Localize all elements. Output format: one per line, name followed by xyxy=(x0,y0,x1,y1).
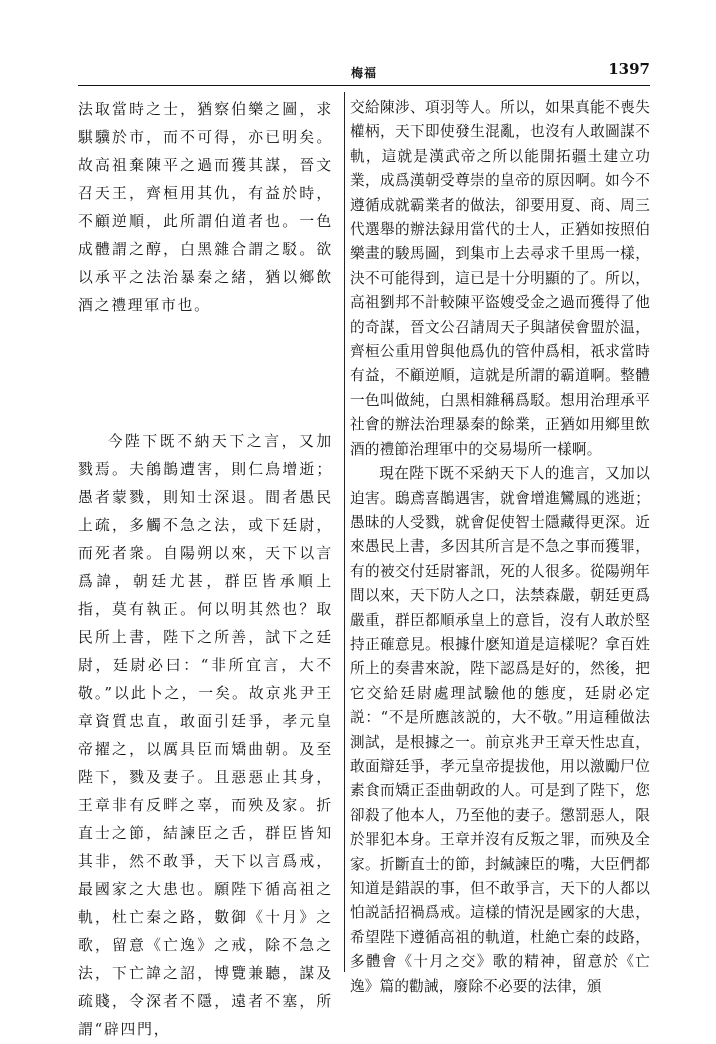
page-number: 1397 xyxy=(608,60,650,78)
page-header xyxy=(78,58,650,84)
running-title: 梅福 xyxy=(350,66,377,80)
header-rule xyxy=(78,85,650,86)
classical-text-block-1 xyxy=(78,96,333,320)
translation-column xyxy=(350,96,650,999)
classical-paragraph-2: 今陛下既不納天下之言，又加戮焉。夫䳌鵲遭害，則仁鳥增逝；愚者蒙戮，則知士深退。間者愚民上疏，多觸不急之法，或下廷尉，而死者衆。自陽朔以來，天下以言爲諱，朝廷尤甚，群臣皆承順上指，莫有執正。何以明其然也？取民所上書，陛下之所善，試下之廷尉，廷尉必曰：“非所宜言，大不敬。”以此卜之，一矣。故京兆尹王章資質忠直，敢面引廷爭，孝元皇帝擢之，以厲具臣而矯曲朝。及至陛下，戮及妻子。且惡惡止其身，王章非有反畔之辜，而殃及家。折直士之節，結諫臣之舌，群臣皆知其非，然不敢爭，天下以言爲戒，最國家之大患也。願陛下循高祖之軌，杜亡秦之路，數御《十月》之歌，留意《亡逸》之戒，除不急之法，下亡諱之詔，博覽兼聽，謀及疏賤，令深者不隱，遠者不塞，所謂“辟四門， xyxy=(78,433,333,1038)
column-divider xyxy=(344,92,345,972)
translation-paragraph-2: 現在陛下既不采納天下人的進言，又加以迫害。鴟鳶喜鵲遇害，就會增進鸞鳳的逃逝；愚昧的人受戮，就會促使智士隱藏得更深。近來愚民上書，多因其所言是不急之事而獲罪，有的被交付廷尉審訊，死的人很多。從陽朔年間以來，天下防人之口，法禁森嚴，朝廷更爲嚴重，群臣都順承皇上的意旨，沒有人敢於堅持正確意見。根據什麽知道是這樣呢？拿百姓所上的奏書來說，陛下認爲是好的，然後，把它交給廷尉處理試驗他的態度，廷尉必定説：“不是所應該説的，大不敬。”用這種做法測試，是根據之一。前京兆尹王章天性忠直，敢面辯廷爭，孝元皇帝提拔他，用以激勵尸位素食而矯正歪曲朝政的人。可是到了陛下，您卻殺了他本人，乃至他的妻子。懲罰惡人，限於罪犯本身。王章并沒有反叛之罪，而殃及全家。折斷直士的節，封緘諫臣的嘴，大臣們都知道是錯誤的事，但不敢爭言，天下的人都以怕説話招禍爲戒。這樣的情況是國家的大患，希望陛下遵循高祖的軌道，杜絶亡秦的歧路，多體會《十月之交》歌的精神，留意於《亡逸》篇的勸誡，廢除不必要的法律，頒 xyxy=(350,465,650,995)
classical-text-block-2 xyxy=(78,428,333,1044)
classical-paragraph-1: 法取當時之士，猶察伯樂之圖，求騏驥於市，而不可得，亦已明矣。故高祖棄陳平之過而獲其謀，晉文召天王，齊桓用其仇，有益於時，不顧逆順，此所謂伯道者也。一色成體謂之醇，白黑雜合謂之駁。欲以承平之法治暴秦之緒，猶以鄉飲酒之禮理軍市也。 xyxy=(78,101,333,314)
translation-paragraph-1: 交給陳涉、項羽等人。所以，如果真能不喪失權柄，天下即使發生混亂，也沒有人敢圖謀不軌，這就是漢武帝之所以能開拓疆土建立功業，成爲漢朝受尊崇的皇帝的原因啊。如今不遵循成就霸業者的做法，卻要用夏、商、周三代選舉的辦法録用當代的士人，正猶如按照伯樂畫的駿馬圖，到集市上去尋求千里馬一樣，決不可能得到，這已是十分明顯的了。所以，高祖劉邦不計較陳平盜嫂受金之過而獲得了他的奇謀，晉文公召請周天子與諸侯會盟於温，齊桓公重用曾與他爲仇的管仲爲相，祇求當時有益，不顧逆順，這就是所謂的霸道啊。整體一色叫做純，白黑相雜稱爲駁。想用治理承平社會的辦法治理暴秦的餘業，正猶如用鄉里飲酒的禮節治理軍中的交易場所一樣啊。 xyxy=(350,99,650,458)
